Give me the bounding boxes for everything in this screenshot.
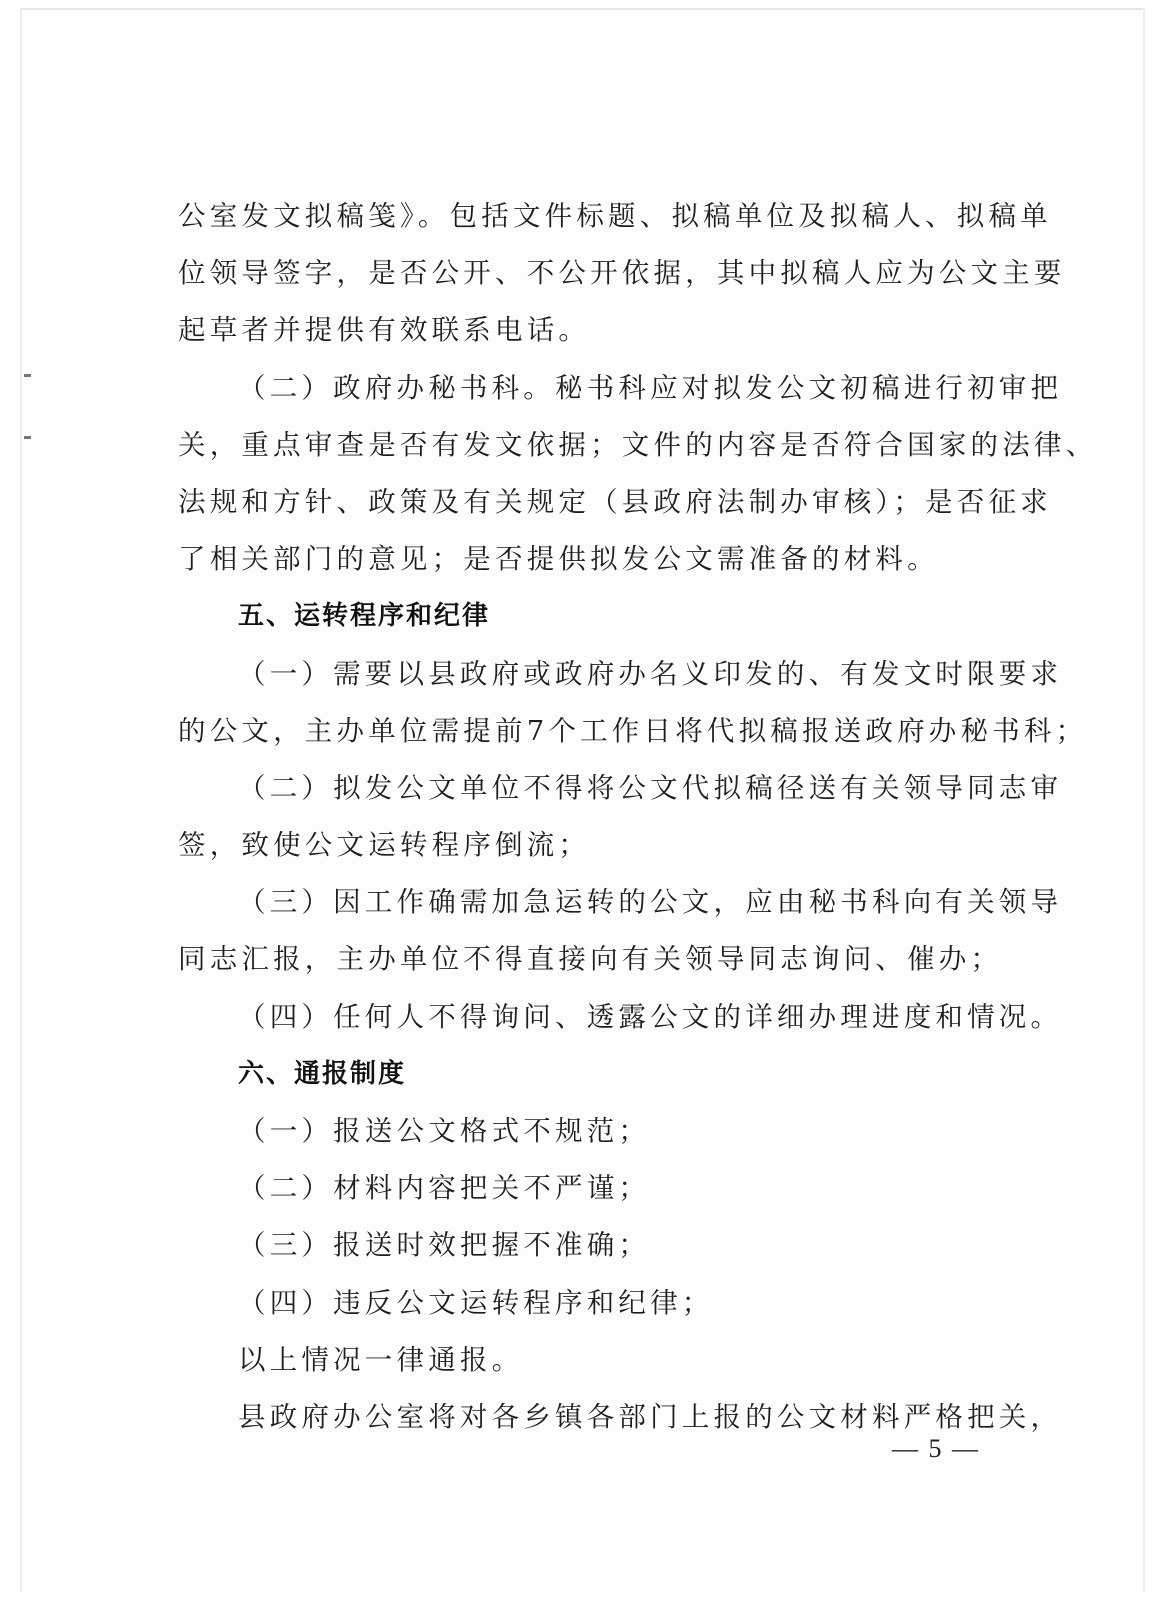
binding-mark: [24, 436, 31, 439]
text-line: 了相关部门的意见；是否提供拟发公文需准备的材料。: [178, 543, 939, 576]
section-heading: 五、运转程序和纪律: [238, 601, 491, 632]
text-line: 签，致使公文运转程序倒流；: [178, 829, 591, 862]
paragraph-line: （一）需要以县政府或政府办名义印发的、有发文时限要求: [238, 657, 1063, 690]
page-edge-right: [1143, 8, 1145, 1592]
page-edge-top: [20, 8, 1143, 10]
binding-mark: [24, 374, 31, 377]
paragraph-line: （二）政府办秘书科。秘书科应对拟发公文初稿进行初审把: [238, 371, 1063, 404]
list-item: （四）违反公文运转程序和纪律；: [238, 1286, 714, 1319]
text-line: 起草者并提供有效联系电话。: [178, 314, 591, 347]
page-edge-left: [20, 8, 22, 1592]
text-line: 位领导签字，是否公开、不公开依据，其中拟稿人应为公文主要: [178, 257, 1066, 290]
text-line: 同志汇报，主办单位不得直接向有关领导同志询问、催办；: [178, 943, 1003, 976]
text-line: 关，重点审查是否有发文依据；文件的内容是否符合国家的法律、: [178, 428, 1098, 461]
paragraph-line: （二）拟发公文单位不得将公文代拟稿径送有关领导同志审: [238, 771, 1063, 804]
document-body: [178, 194, 1098, 1452]
paragraph-line: 县政府办公室将对各乡镇各部门上报的公文材料严格把关，: [238, 1400, 1063, 1433]
text-line: 的公文，主办单位需提前7个工作日将代拟稿报送政府办秘书科；: [178, 714, 1088, 747]
section-heading: 六、通报制度: [238, 1058, 407, 1089]
paragraph-line: （三）因工作确需加急运转的公文，应由秘书科向有关领导: [238, 886, 1063, 919]
list-item: （二）材料内容把关不严谨；: [238, 1172, 651, 1205]
list-item: （三）报送时效把握不准确；: [238, 1229, 651, 1262]
text-line: 公室发文拟稿笺》。包括文件标题、拟稿单位及拟稿人、拟稿单: [178, 200, 1052, 232]
page-number: — 5 —: [892, 1434, 980, 1463]
list-item: （一）报送公文格式不规范；: [238, 1115, 651, 1147]
paragraph-line: （四）任何人不得询问、透露公文的详细办理进度和情况。: [238, 1000, 1063, 1033]
text-line: 法规和方针、政策及有关规定（县政府法制办审核）；是否征求: [178, 485, 1052, 518]
paragraph-line: 以上情况一律通报。: [238, 1343, 524, 1376]
